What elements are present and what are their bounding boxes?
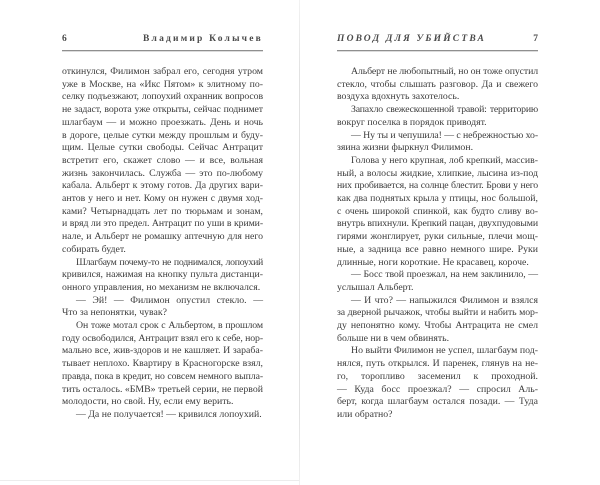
paragraph (62, 295, 263, 320)
page-left-content (62, 33, 263, 422)
page-right-body (337, 66, 538, 422)
text-line: больше ни в чем обвинять. (337, 332, 450, 344)
paragraph (62, 320, 263, 409)
text-line: молодости, но свой. Ну, если ему верить. (62, 396, 234, 408)
text-line: ду непонятно кому. Чтобы Антрацита не смел (337, 320, 538, 332)
paragraph (337, 66, 538, 104)
text-line: правда, пока в кредит, но совсем немного выпла- (62, 370, 263, 382)
paragraph (337, 345, 538, 421)
paragraph (62, 257, 263, 295)
text-line: ные, а задница все равно немного шире. Руки (337, 243, 538, 255)
text-line: жизнь закончилась. Служба — это по-любому (62, 167, 263, 179)
text-line: — Эй! — Филимон опустил стекло. — (76, 294, 263, 306)
text-line: — Куда босс проезжал? — спросил Аль- (337, 383, 538, 395)
text-line: зяина жизни фыркнул Филимон. (337, 142, 474, 154)
text-line: услышал Альберт. (337, 281, 414, 293)
text-line: кабала. Альберт к этому готов. Да других вари- (62, 180, 263, 192)
text-line: — Ну ты и чепушила! — с небрежностью хо- (351, 129, 538, 141)
paragraph (62, 66, 263, 257)
text-line: — Босс твой проезжал, на нем заклинило, — (351, 269, 538, 281)
text-line: Голова у него крупная, лоб крепкий, массив- (351, 154, 538, 166)
page-gutter-divider (299, 0, 300, 485)
text-line: шлагбаум — и можно проезжать. День и ночь (62, 116, 263, 128)
text-line: тить осталось. «БМВ» третьей серии, не первой (62, 383, 263, 395)
text-line: онного управления, но механизм не включался. (62, 281, 261, 293)
text-line: стекло, чтобы слышать разговор. Да и свежего (337, 78, 538, 90)
text-line: или обратно? (337, 408, 393, 420)
text-line: кривился, нажимая на кнопку пульта дистанци- (62, 269, 263, 281)
text-line: не задаст, ворота уже открыты, сейчас поднимет (62, 104, 263, 116)
text-line: встретит его, скажет слово — и все, вольная (62, 154, 263, 166)
text-line: берт, когда шлагбаум остался позади. — Туда (337, 396, 538, 408)
text-line: уже в Москве, на «Икс Пятом» к элитному по- (62, 78, 263, 90)
text-line: Но выйти Филимон не успел, шлагбаум под- (351, 345, 538, 357)
page-right (300, 0, 600, 485)
page-left-body (62, 66, 263, 422)
text-line: — И что? — напыжился Филимон и взялся (351, 294, 538, 306)
running-header-title: ПОВОД ДЛЯ УБИЙСТВА (337, 34, 487, 44)
text-line: ный, а волосы жидкие, хлипкие, лысина из-под (337, 167, 538, 179)
text-line: Что за непонятки, чувак? (62, 307, 167, 319)
page-number-right: 7 (533, 34, 538, 44)
text-line: селку подъезжают, лопоухий охранник вопросов (62, 91, 263, 103)
text-line: нале, и Альберт не ромашку аптечную для него (62, 231, 263, 243)
page-number-left: 6 (62, 34, 67, 44)
text-line: вокруг поселка в порядок приводят. (337, 116, 487, 128)
text-line: антов у него и нет. Кому он нужен с двумя ход- (62, 193, 263, 205)
paragraph (62, 409, 263, 422)
text-line: как два поднятых крыла у птицы, нос большой, (337, 193, 538, 205)
paragraph (337, 295, 538, 346)
text-line: Альберт не любопытный, но он тоже опустил (351, 66, 538, 77)
text-line: них пробивается, на солнце блестит. Брови у него (337, 180, 538, 192)
paragraph (337, 155, 538, 269)
text-line: за дверной рычажок, чтобы выйти и набить мор- (337, 307, 538, 319)
text-line: Шлагбаум почему-то не поднимался, лопоухий (76, 256, 263, 268)
text-line: тывает неплохо. Квартиру в Красногорске взял, (62, 358, 263, 370)
text-line: — Да не получается! — кривился лопоухий. (76, 408, 262, 420)
text-line: Он тоже мотал срок с Альбертом, в прошлом (76, 320, 263, 332)
text-line: щим. Целые сутки свободы. Сейчас Антрацит (62, 142, 263, 154)
text-line: го, торопливо засеменил к проходной. (337, 370, 538, 382)
text-line: и вряд ли это предел. Антрацит по уши в крими- (62, 218, 263, 230)
running-header-author: Владимир Колычев (143, 34, 263, 44)
text-line: воздуха вдохнуть захотелось. (337, 91, 460, 103)
text-line: внутрь впихнули. Крепкий пацан, двухпудовыми (337, 218, 538, 230)
text-line: длинные, ноги короткие. Не красавец, короче. (337, 256, 529, 268)
page-right-content (337, 33, 538, 422)
text-line: ками? Четырнадцать лет по тюрьмам и зонам, (62, 205, 263, 217)
text-line: году освободился, Антрацит взял его к себе, нор- (62, 332, 263, 344)
paragraph (337, 269, 538, 294)
text-line: мально все, жив-здоров и не кашляет. И зараба- (62, 345, 263, 357)
text-line: откинулся, Филимон забрал его, сегодня утром (62, 66, 263, 77)
page-right-header (337, 33, 538, 51)
page-bottom-edge (0, 480, 299, 481)
text-line: гирями жонглирует, руки сильные, плечи мощ- (337, 231, 538, 243)
page-left-header (62, 33, 263, 51)
text-line: нялся, путь открылся. И паренек, глянув на не- (337, 358, 538, 370)
text-line: с очень широкой спинкой, как будто сливу во- (337, 205, 538, 217)
paragraph (337, 104, 538, 129)
text-line: Запахло свежескошенной травой: территорию (351, 104, 538, 116)
text-line: в дороге, целые сутки между прошлым и буду- (62, 129, 263, 141)
paragraph (337, 130, 538, 155)
text-line: собирать будет. (62, 243, 126, 255)
